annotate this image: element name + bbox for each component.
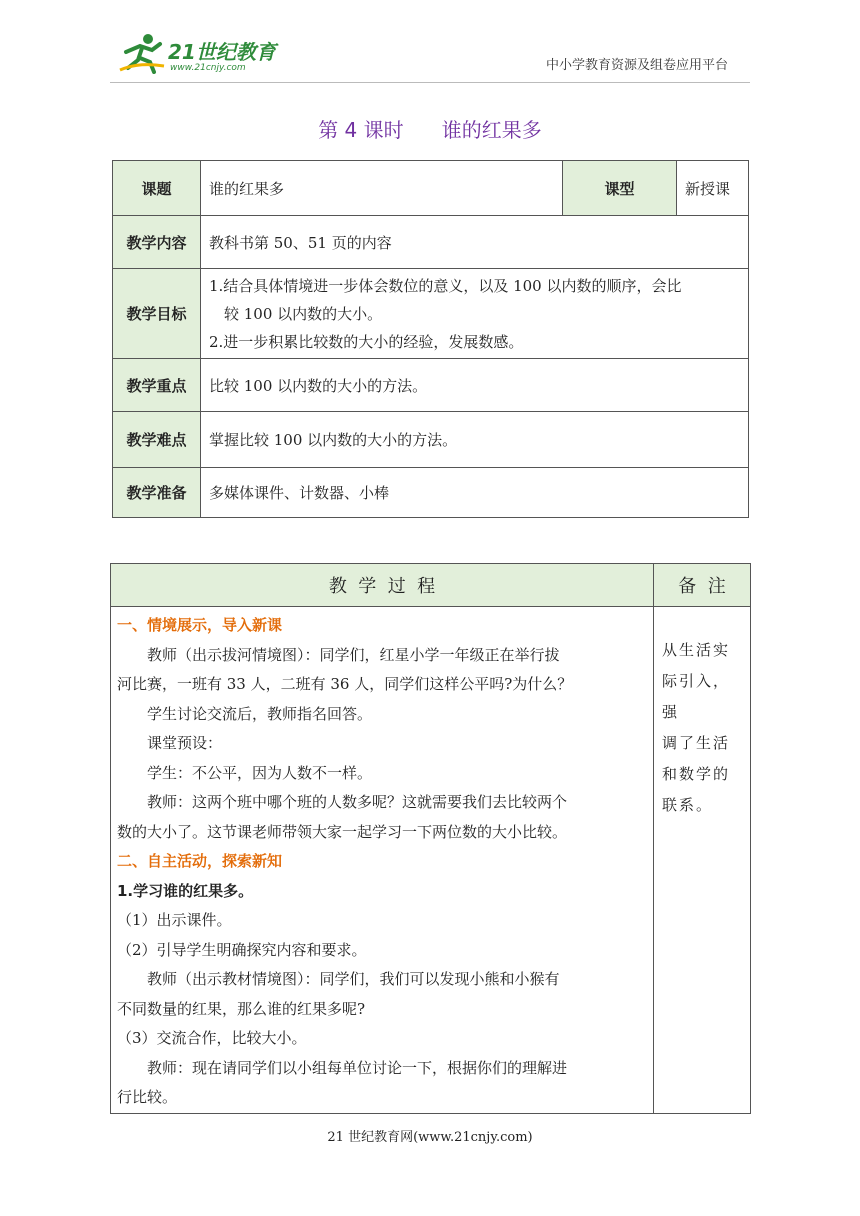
preparation-label: 教学准备 (113, 468, 201, 518)
topic-label: 课题 (113, 161, 201, 216)
paragraph-line: 不同数量的红果，那么谁的红果多呢? (117, 999, 366, 1018)
table-row (113, 269, 749, 359)
goal-value (201, 269, 749, 359)
paragraph-line: （3）交流合作，比较大小。 (117, 1029, 307, 1047)
goal-line: 较 100 以内数的大小。 (224, 304, 383, 323)
paragraph-line: 学生讨论交流后，教师指名回答。 (147, 704, 373, 723)
difficulty-value: 掌握比较 100 以内数的大小的方法。 (201, 412, 749, 468)
table-row (113, 468, 749, 518)
paragraph-line: 教师（出示拔河情境图）：同学们，红星小学一年级正在举行拔 (147, 645, 560, 664)
table-row (113, 359, 749, 412)
note-content (654, 607, 751, 1114)
note-line: 调了生活 (662, 734, 731, 752)
content-value: 教科书第 50、51 页的内容 (201, 216, 749, 269)
paragraph-line: 教师（出示教材情境图）：同学们，我们可以发现小熊和小猴有 (147, 970, 560, 988)
table-row (113, 161, 749, 216)
key-point-value: 比较 100 以内数的大小的方法。 (201, 359, 749, 412)
header-divider (110, 82, 750, 83)
note-line: 和数学的 (662, 765, 731, 783)
note-header: 备 注 (654, 564, 751, 607)
note-line: 际引入，强 (662, 672, 731, 721)
paragraph-line: （2）引导学生明确探究内容和要求。 (117, 940, 367, 959)
logo-brand-text: 21世纪教育 (168, 40, 276, 64)
process-content (111, 607, 654, 1114)
type-value: 新授课 (677, 161, 749, 216)
goal-line: 1.结合具体情境进一步体会数位的意义，以及 100 以内数的顺序，会比 (209, 276, 682, 295)
process-header: 教 学 过 程 (111, 564, 654, 607)
site-logo (118, 30, 288, 78)
page-title: 第 4 课时 谁的红果多 (318, 118, 542, 142)
table-row (113, 412, 749, 468)
paragraph-line: 教师：现在请同学们以小组每单位讨论一下，根据你们的理解进 (147, 1058, 568, 1077)
paragraph-line: 数的大小了。这节课老师带领大家一起学习一下两位数的大小比较。 (117, 822, 568, 841)
paragraph-line: 河比赛，一班有 33 人，二班有 36 人，同学们这样公平吗?为什么？ (117, 675, 573, 693)
logo-url-text: www.21cnjy.com (170, 63, 246, 73)
goal-line: 2.进一步积累比较数的大小的经验，发展数感。 (209, 332, 524, 351)
paragraph-line: 行比较。 (117, 1088, 178, 1106)
table-row (111, 607, 751, 1114)
content-label: 教学内容 (113, 216, 201, 269)
note-line: 联系。 (662, 796, 714, 814)
platform-name: 中小学教育资源及组卷应用平台 (545, 58, 728, 73)
note-line: 从生活实 (662, 641, 731, 659)
type-label: 课型 (563, 161, 677, 216)
difficulty-label: 教学难点 (113, 412, 201, 468)
goal-label: 教学目标 (113, 269, 201, 359)
runner-logo-icon (118, 32, 166, 74)
subsection-heading: 1.学习谁的红果多。 (117, 881, 254, 900)
table-header-row (111, 564, 751, 607)
section-heading: 一、情境展示，导入新课 (117, 616, 283, 634)
paragraph-line: （1）出示课件。 (117, 911, 232, 929)
key-point-label: 教学重点 (113, 359, 201, 412)
preparation-value: 多媒体课件、计数器、小棒 (201, 468, 749, 518)
table-row (113, 216, 749, 269)
teaching-process-table (110, 563, 751, 1114)
page-footer: 21 世纪教育网(www.21cnjy.com) (327, 1130, 533, 1145)
paragraph-line: 学生：不公平，因为人数不一样。 (147, 763, 373, 782)
topic-value: 谁的红果多 (201, 161, 563, 216)
section-heading: 二、自主活动，探索新知 (117, 852, 283, 870)
paragraph-line: 教师：这两个班中哪个班的人数多呢？这就需要我们去比较两个 (147, 793, 568, 811)
paragraph-line: 课堂预设： (147, 734, 223, 752)
lesson-info-table (112, 160, 749, 518)
